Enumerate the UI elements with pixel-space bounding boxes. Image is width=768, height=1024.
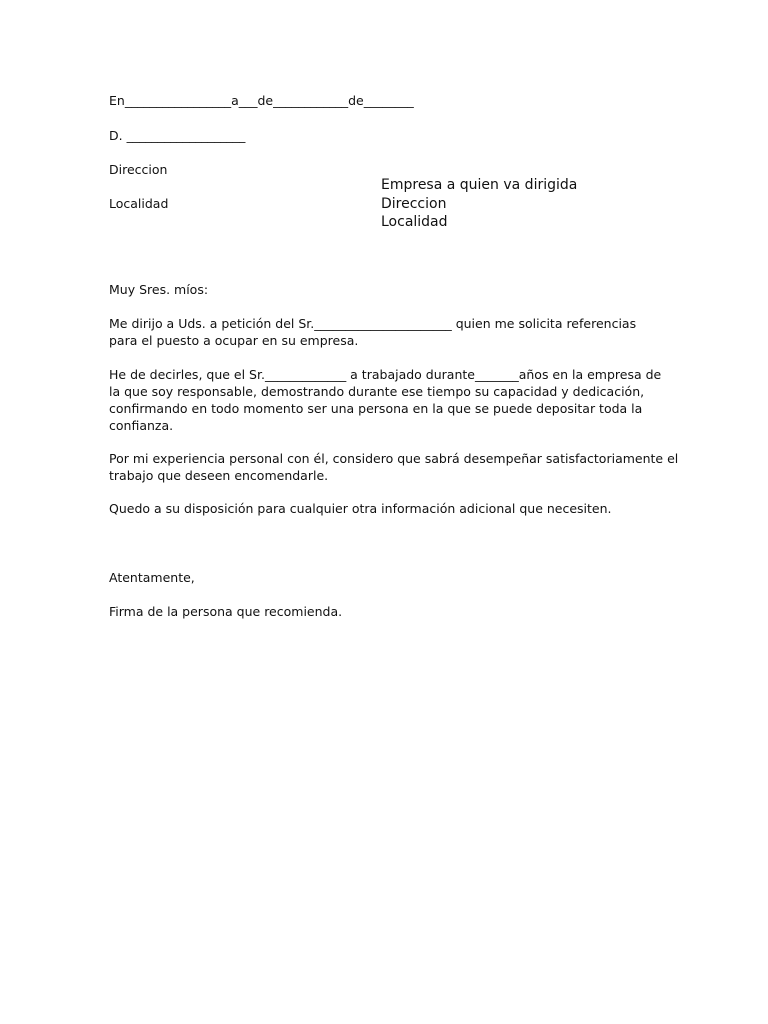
paragraph-line: confianza. <box>109 418 174 433</box>
paragraph-line: la que soy responsable, demostrando durante ese tiempo su capacidad y dedicación, <box>109 384 645 399</box>
paragraph-line: Me dirijo a Uds. a petición del Sr.______________________ quien me solicita referencias <box>109 316 637 331</box>
valediction: Atentamente, <box>109 570 195 585</box>
signature-line: Firma de la persona que recomienda. <box>109 604 343 619</box>
recipient-address: Direccion <box>381 195 447 212</box>
recipient-block <box>381 176 577 232</box>
greeting: Muy Sres. míos: <box>109 282 209 297</box>
paragraph-line: Por mi experiencia personal con él, considero que sabrá desempeñar satisfactoriamente el <box>109 451 679 466</box>
paragraph-request <box>109 315 669 349</box>
paragraph-availability: Quedo a su disposición para cualquier otra información adicional que necesiten. <box>109 501 612 516</box>
paragraph-reference <box>109 366 669 434</box>
date-line: En_________________a___de____________de________ <box>109 93 414 108</box>
name-line: D. ___________________ <box>109 128 246 143</box>
recipient-locality: Localidad <box>381 214 448 230</box>
paragraph-line: trabajo que deseen encomendarle. <box>109 468 329 483</box>
sender-locality: Localidad <box>109 196 169 211</box>
paragraph-opinion <box>109 450 679 484</box>
paragraph-line: para el puesto a ocupar en su empresa. <box>109 333 359 348</box>
paragraph-line: He de decirles, que el Sr._____________ a trabajado durante_______años en la empresa de <box>109 367 662 382</box>
paragraph-line: confirmando en todo momento ser una persona en la que se puede depositar toda la <box>109 401 643 416</box>
sender-address: Direccion <box>109 162 168 177</box>
recipient-company: Empresa a quien va dirigida <box>381 177 578 193</box>
